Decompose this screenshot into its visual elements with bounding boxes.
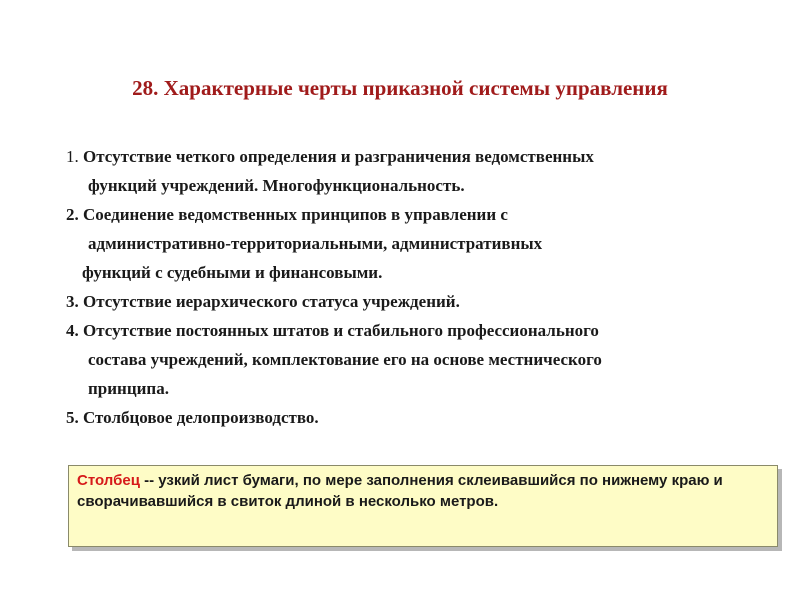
item-text: Отсутствие четкого определения и разграничения ведомственных [83,147,594,166]
list-item [66,316,778,403]
item-number: 5. [66,408,79,427]
item-text-continued: принципа. [88,379,169,398]
item-text: Соединение ведомственных принципов в управлении с [83,205,508,224]
item-number: 4. [66,321,79,340]
item-text-continued: административно-территориальными, административных [88,234,543,253]
list-item [66,287,778,316]
item-text: Столбцовое делопроизводство. [83,408,319,427]
definition-note [68,465,778,547]
item-number: 1. [66,147,79,166]
item-text: Отсутствие иерархического статуса учреждений. [83,292,460,311]
item-text-continued: функций учреждений. Многофункциональность. [88,176,465,195]
note-definition: узкий лист бумаги, по мере заполнения склеивавшийся по нижнему краю и сворачивавшийся в свиток длиной в несколько метров. [77,472,723,510]
item-number: 2. [66,205,79,224]
features-list [66,142,778,432]
item-text: Отсутствие постоянных штатов и стабильного профессионального [83,321,599,340]
item-number: 3. [66,292,79,311]
list-item [66,200,778,287]
item-text-continued: состава учреждений, комплектование его на основе местнического [88,350,602,369]
slide-title: 28. Характерные черты приказной системы управления [132,76,668,100]
item-text-continued: функций с судебными и финансовыми. [82,263,383,282]
note-term: Столбец [77,472,140,489]
list-item [66,142,778,200]
note-separator: -- [139,472,159,489]
list-item [66,403,778,432]
